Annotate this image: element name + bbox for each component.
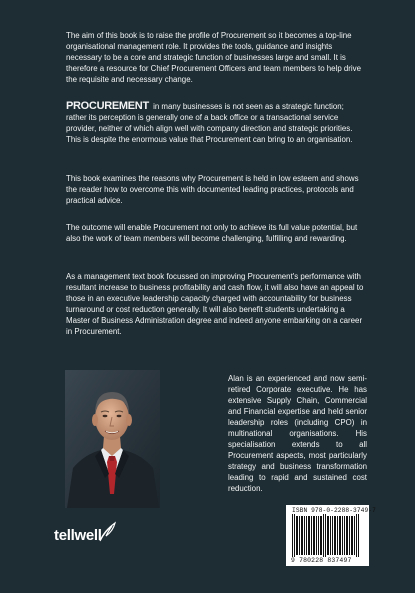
examines-paragraph: This book examines the reasons why Procurement is held in low esteem and shows the reader how to overcome this with documented leading practices, protocols and practical advice. [66, 174, 359, 205]
barcode-panel [286, 505, 376, 566]
intro-paragraph: The aim of this book is to raise the profile of Procurement so it becomes a top-line organisational management role. It provides the tools, guidance and insights necessary to be a core and strategic function of businesses large and small. It is therefore a resource for Chief Procurement Officers and team members to help drive the requisite and necessary change. [66, 31, 362, 84]
outcome-paragraph: The outcome will enable Procurement not only to achieve its full value potential, but also the work of team members will become challenging, fulfilling and rewarding. [66, 223, 358, 243]
audience-paragraph: As a management text book focussed on improving Procurement's performance with resultant increase to business profitability and cash flow, it will also have an appeal to those in an executive leadership capacity charged with accountability for business turnaround or cost reduction generally. It will also benefit students undertaking a Master of Business Administration degree and indeed anyone embarking on a career in Procurement. [66, 272, 364, 336]
procurement-paragraph-text: in many businesses is not seen as a strategic function; rather its perception is generally one of a back office or a transactional service provider, neither of which align well with company direction and strategic priorities. This is despite the enormous value that Procurement can bring to an organisation. [66, 102, 353, 144]
isbn-label: ISBN 978-0-2288-3749-7 [292, 507, 376, 514]
publisher-logo [54, 523, 120, 551]
procurement-paragraph [66, 101, 366, 145]
author-bio: Alan is an experienced and now semi-retired Corporate executive. He has extensive Supply Chain, Commercial and Financial expertise and held senior leadership roles (including CPO) in multinational organisations. His specialisation extends to all Procurement aspects, most particularly strategy and business transformation leading to rapid and sustained cost reduction. [228, 374, 367, 493]
feather-icon [98, 521, 118, 543]
barcode-number: 9 780228 837497 [291, 557, 352, 564]
publisher-logo-text: tellwell [54, 527, 102, 544]
barcode-image [290, 514, 366, 557]
author-photo [65, 370, 160, 508]
procurement-lead-word: PROCUREMENT [66, 100, 149, 112]
author-portrait-image [65, 370, 160, 508]
